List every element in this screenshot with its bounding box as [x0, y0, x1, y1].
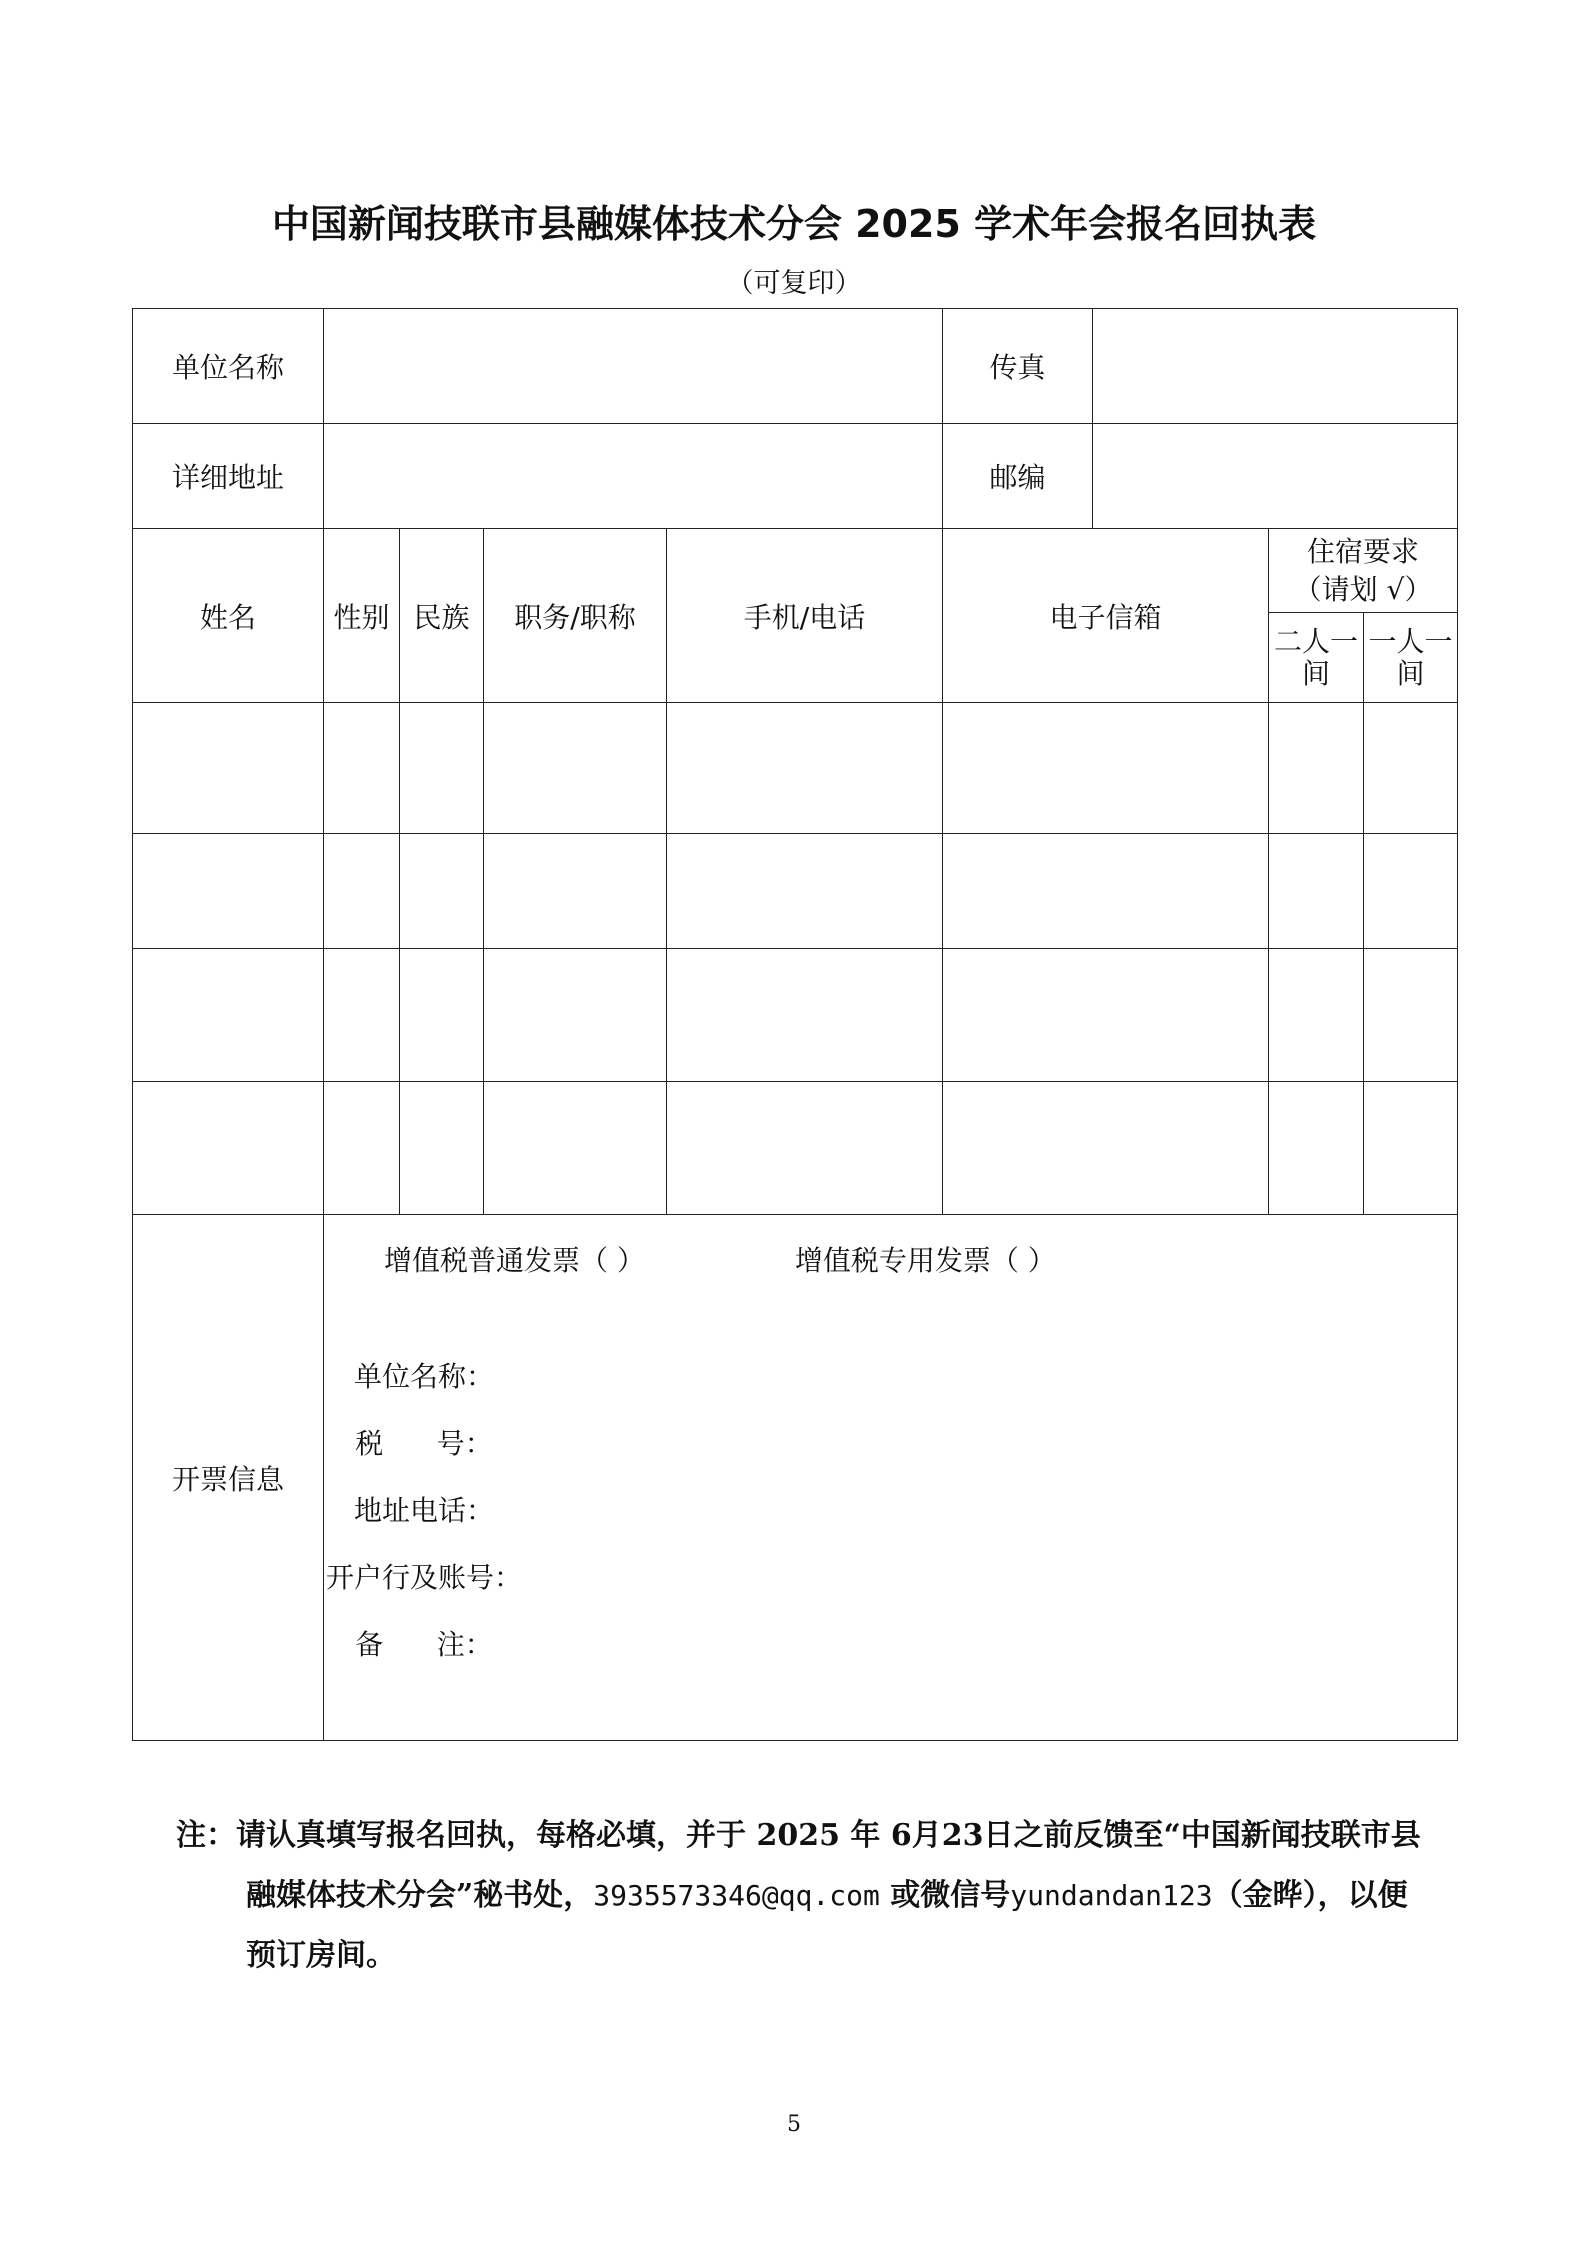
note-text: 请认真填写报名回执，每格必填，并于 2025 年 6月23日之前反馈至“中国新闻技联市县融媒体技术分会”秘书处， — [236, 1818, 1421, 1913]
note-prefix: 注： — [176, 1818, 236, 1853]
attendee-ethnicity-input[interactable] — [400, 703, 484, 834]
attendee-gender-input[interactable] — [324, 949, 400, 1082]
page-subtitle: （可复印） — [726, 268, 862, 299]
single-room-check[interactable] — [1364, 1082, 1458, 1215]
double-room-check[interactable] — [1269, 949, 1364, 1082]
attendee-gender-input[interactable] — [324, 1082, 400, 1215]
attendee-phone-input[interactable] — [667, 949, 943, 1082]
single-room-check[interactable] — [1364, 703, 1458, 834]
postcode-label: 邮编 — [943, 424, 1093, 529]
page-title: 中国新闻技联市县融媒体技术分会 2025 学术年会报名回执表 — [271, 202, 1317, 246]
wechat-id: yundandan123 — [1010, 1879, 1213, 1912]
single-room-check[interactable] — [1364, 834, 1458, 949]
col-header-lodging — [1269, 529, 1458, 613]
attendee-phone-input[interactable] — [667, 1082, 943, 1215]
fax-input[interactable] — [1093, 309, 1458, 424]
note — [176, 1806, 1426, 1986]
table-row — [133, 1082, 1458, 1215]
address-label: 详细地址 — [133, 424, 324, 529]
attendee-email-input[interactable] — [943, 1082, 1269, 1215]
invoice-address-phone-field[interactable]: 地址电话： — [354, 1494, 495, 1527]
lodging-title: 住宿要求 — [1307, 534, 1420, 568]
attendee-ethnicity-input[interactable] — [400, 1082, 484, 1215]
invoice-bank-account-field[interactable]: 开户行及账号： — [326, 1561, 523, 1594]
contact-email: 3935573346@qq.com — [593, 1879, 880, 1912]
col-header-gender: 性别 — [324, 529, 400, 703]
attendee-name-input[interactable] — [133, 1082, 324, 1215]
table-row — [133, 703, 1458, 834]
attendee-name-input[interactable] — [133, 834, 324, 949]
attendee-name-input[interactable] — [133, 949, 324, 1082]
lodging-instruction: （请划 √） — [1293, 572, 1433, 606]
note-text-end: （金晔），以便预订房间。 — [246, 1878, 1408, 1973]
unit-name-label: 单位名称 — [133, 309, 324, 424]
col-header-email: 电子信箱 — [943, 529, 1269, 703]
col-header-ethnicity: 民族 — [400, 529, 484, 703]
col-header-phone: 手机/电话 — [667, 529, 943, 703]
double-room-check[interactable] — [1269, 1082, 1364, 1215]
special-invoice-option[interactable]: 增值税专用发票（ ） — [794, 1244, 1056, 1277]
attendee-ethnicity-input[interactable] — [400, 834, 484, 949]
single-room-check[interactable] — [1364, 949, 1458, 1082]
invoice-label: 开票信息 — [133, 1215, 324, 1741]
attendee-phone-input[interactable] — [667, 834, 943, 949]
attendee-position-input[interactable] — [484, 949, 667, 1082]
attendee-email-input[interactable] — [943, 703, 1269, 834]
attendee-gender-input[interactable] — [324, 703, 400, 834]
unit-name-input[interactable] — [324, 309, 943, 424]
double-room-check[interactable] — [1269, 834, 1364, 949]
attendee-phone-input[interactable] — [667, 703, 943, 834]
col-header-single-room: 一人一 间 — [1364, 613, 1458, 703]
invoice-remark-field[interactable]: 备 注： — [355, 1628, 493, 1661]
attendee-position-input[interactable] — [484, 834, 667, 949]
invoice-unit-name-field[interactable]: 单位名称： — [354, 1360, 495, 1393]
address-input[interactable] — [324, 424, 943, 529]
attendee-ethnicity-input[interactable] — [400, 949, 484, 1082]
fax-label: 传真 — [943, 309, 1093, 424]
double-room-check[interactable] — [1269, 703, 1364, 834]
table-row — [133, 834, 1458, 949]
note-text-wechat: 或微信号 — [879, 1878, 1011, 1913]
table-row — [133, 949, 1458, 1082]
attendee-email-input[interactable] — [943, 949, 1269, 1082]
attendee-position-input[interactable] — [484, 1082, 667, 1215]
attendee-email-input[interactable] — [943, 834, 1269, 949]
normal-invoice-option[interactable]: 增值税普通发票（ ） — [384, 1244, 645, 1277]
col-header-position: 职务/职称 — [484, 529, 667, 703]
invoice-tax-no-field[interactable]: 税 号： — [355, 1427, 493, 1460]
invoice-section[interactable] — [324, 1215, 1458, 1741]
attendee-gender-input[interactable] — [324, 834, 400, 949]
col-header-name: 姓名 — [133, 529, 324, 703]
attendee-name-input[interactable] — [133, 703, 324, 834]
postcode-input[interactable] — [1093, 424, 1458, 529]
col-header-double-room: 二人一 间 — [1269, 613, 1364, 703]
page-number: 5 — [787, 2112, 801, 2137]
attendee-position-input[interactable] — [484, 703, 667, 834]
registration-form — [132, 308, 1458, 1741]
